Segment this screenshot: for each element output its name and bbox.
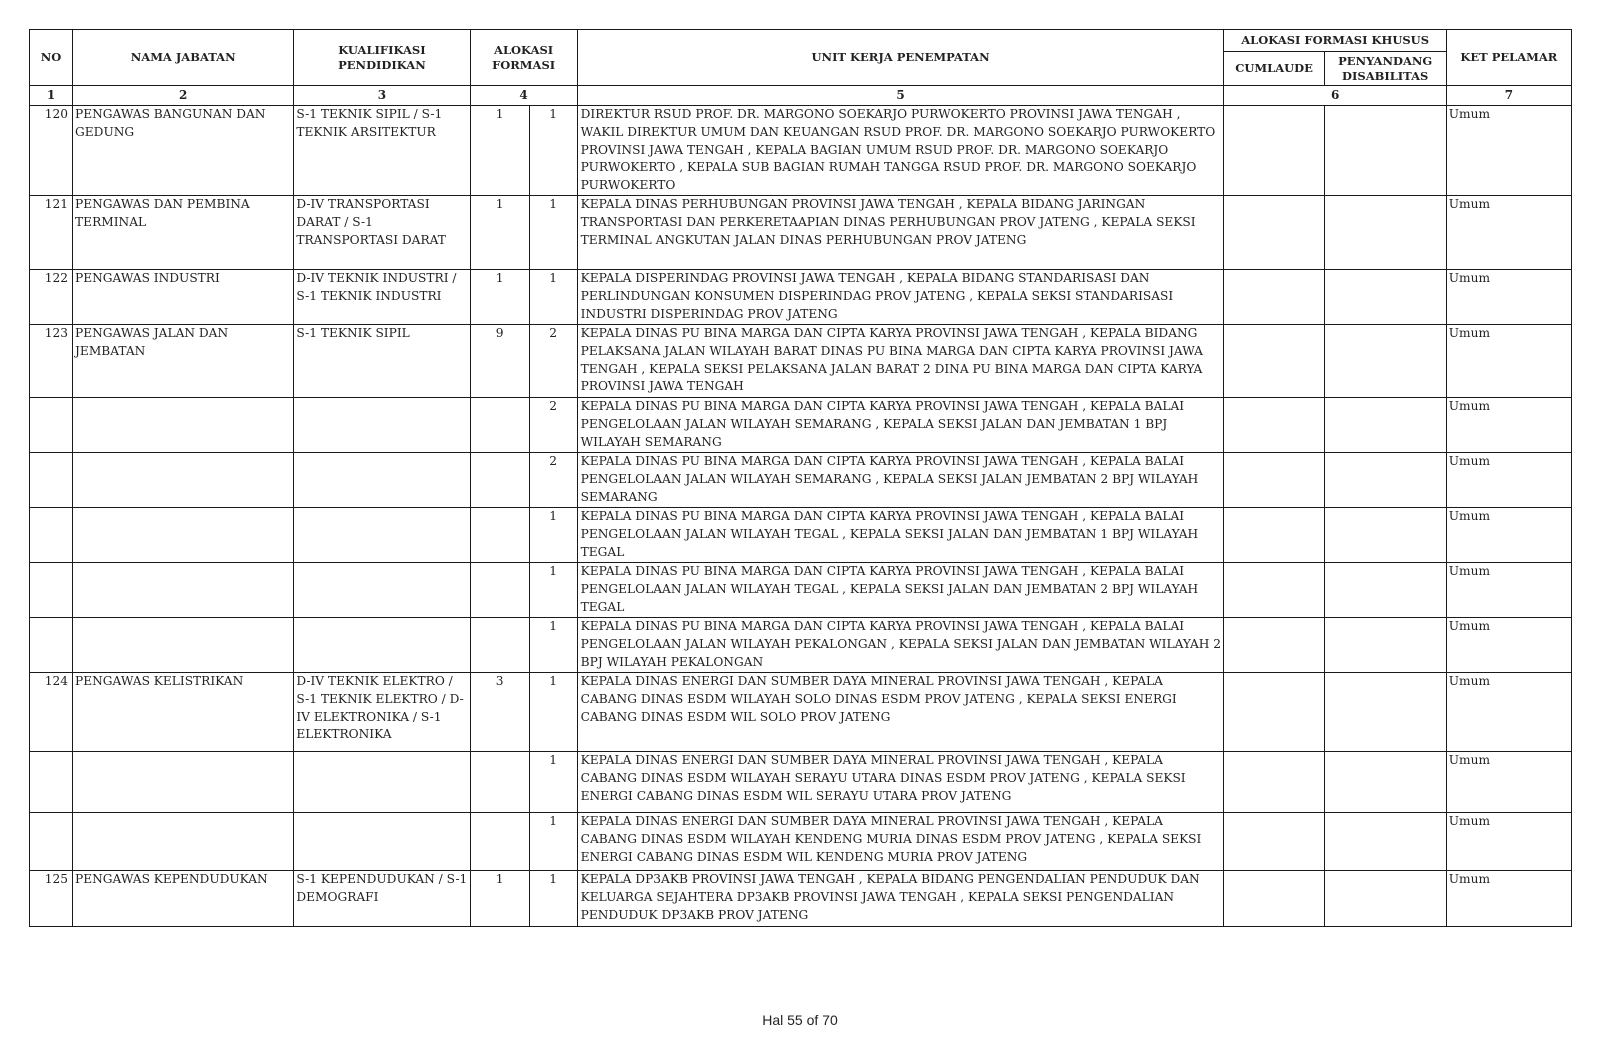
table-row	[30, 398, 1572, 453]
cell-unit-kerja: KEPALA DINAS PERHUBUNGAN PROVINSI JAWA TENGAH , KEPALA BIDANG JARINGAN TRANSPORTASI DAN PERKERETAAPIAN DINAS PERHUBUNGAN PROV JATENG , KEPALA SEKSI TERMINAL ANGKUTAN JALAN DINAS PERHUBUNGAN PROV JATENG	[577, 196, 1224, 270]
cell-unit-kerja: KEPALA DINAS ENERGI DAN SUMBER DAYA MINERAL PROVINSI JAWA TENGAH , KEPALA CABANG DINAS ESDM WILAYAH KENDENG MURIA DINAS ESDM PROV JATENG , KEPALA SEKSI ENERGI CABANG DINAS ESDM WIL KENDENG MURIA PROV JATENG	[577, 813, 1224, 871]
cell-cumlaude	[1224, 813, 1324, 871]
header-ket: KET PELAMAR	[1446, 30, 1571, 86]
cell-alokasi-total: 9	[470, 325, 529, 398]
cell-nama: PENGAWAS KEPENDUDUKAN	[73, 871, 294, 927]
cell-nama	[73, 563, 294, 618]
cell-alokasi-total: 1	[470, 270, 529, 325]
cell-alokasi-total: 1	[470, 106, 529, 196]
cell-disabilitas	[1324, 270, 1446, 325]
cell-disabilitas	[1324, 106, 1446, 196]
cell-alokasi-total: 1	[470, 196, 529, 270]
cell-ket: Umum	[1446, 270, 1571, 325]
cell-unit-kerja: KEPALA DINAS PU BINA MARGA DAN CIPTA KARYA PROVINSI JAWA TENGAH , KEPALA BALAI PENGELOLAAN JALAN WILAYAH SEMARANG , KEPALA SEKSI JALAN JEMBATAN 2 BPJ WILAYAH SEMARANG	[577, 453, 1224, 508]
cell-nama: PENGAWAS KELISTRIKAN	[73, 673, 294, 752]
cell-cumlaude	[1224, 270, 1324, 325]
header-no: NO	[30, 30, 73, 86]
cell-unit-kerja: KEPALA DINAS PU BINA MARGA DAN CIPTA KARYA PROVINSI JAWA TENGAH , KEPALA BALAI PENGELOLAAN JALAN WILAYAH PEKALONGAN , KEPALA SEKSI JALAN DAN JEMBATAN WILAYAH 2 BPJ WILAYAH PEKALONGAN	[577, 618, 1224, 673]
header-alokasi: ALOKASI FORMASI	[470, 30, 577, 86]
cell-unit-kerja: DIREKTUR RSUD PROF. DR. MARGONO SOEKARJO PURWOKERTO PROVINSI JAWA TENGAH , WAKIL DIREKTUR UMUM DAN KEUANGAN RSUD PROF. DR. MARGONO SOEKARJO PURWOKERTO PROVINSI JAWA TENGAH , KEPALA BAGIAN UMUM RSUD PROF. DR. MARGONO SOEKARJO PURWOKERTO , KEPALA SUB BAGIAN RUMAH TANGGA RSUD PROF. DR. MARGONO SOEKARJO PURWOKERTO	[577, 106, 1224, 196]
header-formasi-khusus: ALOKASI FORMASI KHUSUS	[1224, 30, 1446, 52]
cell-ket: Umum	[1446, 196, 1571, 270]
cell-alokasi-total	[470, 752, 529, 813]
cell-no	[30, 813, 73, 871]
header-nama-jabatan: NAMA JABATAN	[73, 30, 294, 86]
cell-kualifikasi: D-IV TEKNIK ELEKTRO / S-1 TEKNIK ELEKTRO / D-IV ELEKTRONIKA / S-1 ELEKTRONIKA	[294, 673, 470, 752]
cell-ket: Umum	[1446, 752, 1571, 813]
cell-unit-kerja: KEPALA DISPERINDAG PROVINSI JAWA TENGAH , KEPALA BIDANG STANDARISASI DAN PERLINDUNGAN KONSUMEN DISPERINDAG PROV JATENG , KEPALA SEKSI STANDARISASI INDUSTRI DISPERINDAG PROV JATENG	[577, 270, 1224, 325]
cell-cumlaude	[1224, 508, 1324, 563]
cell-kualifikasi	[294, 563, 470, 618]
table-row	[30, 752, 1572, 813]
cell-no	[30, 563, 73, 618]
cell-disabilitas	[1324, 752, 1446, 813]
table-row	[30, 106, 1572, 196]
cell-alokasi-unit: 1	[529, 752, 577, 813]
cell-no: 120	[30, 106, 73, 196]
cell-nama	[73, 813, 294, 871]
cell-alokasi-total: 3	[470, 673, 529, 752]
cell-alokasi-unit: 1	[529, 106, 577, 196]
cell-cumlaude	[1224, 398, 1324, 453]
cell-cumlaude	[1224, 673, 1324, 752]
cell-no: 125	[30, 871, 73, 927]
cell-unit-kerja: KEPALA DINAS ENERGI DAN SUMBER DAYA MINERAL PROVINSI JAWA TENGAH , KEPALA CABANG DINAS ESDM WILAYAH SERAYU UTARA DINAS ESDM PROV JATENG , KEPALA SEKSI ENERGI CABANG DINAS ESDM WIL SERAYU UTARA PROV JATENG	[577, 752, 1224, 813]
cell-disabilitas	[1324, 813, 1446, 871]
header-cumlaude: CUMLAUDE	[1224, 52, 1324, 86]
index-2: 2	[73, 86, 294, 106]
table-row	[30, 196, 1572, 270]
cell-cumlaude	[1224, 563, 1324, 618]
cell-alokasi-total	[470, 813, 529, 871]
cell-alokasi-unit: 2	[529, 453, 577, 508]
cell-cumlaude	[1224, 871, 1324, 927]
cell-kualifikasi: D-IV TRANSPORTASI DARAT / S-1 TRANSPORTASI DARAT	[294, 196, 470, 270]
cell-unit-kerja: KEPALA DINAS PU BINA MARGA DAN CIPTA KARYA PROVINSI JAWA TENGAH , KEPALA BALAI PENGELOLAAN JALAN WILAYAH TEGAL , KEPALA SEKSI JALAN DAN JEMBATAN 1 BPJ WILAYAH TEGAL	[577, 508, 1224, 563]
cell-disabilitas	[1324, 508, 1446, 563]
cell-cumlaude	[1224, 196, 1324, 270]
cell-kualifikasi: S-1 TEKNIK SIPIL / S-1 TEKNIK ARSITEKTUR	[294, 106, 470, 196]
cell-kualifikasi	[294, 453, 470, 508]
cell-ket: Umum	[1446, 453, 1571, 508]
cell-unit-kerja: KEPALA DINAS PU BINA MARGA DAN CIPTA KARYA PROVINSI JAWA TENGAH , KEPALA BALAI PENGELOLAAN JALAN WILAYAH TEGAL , KEPALA SEKSI JALAN DAN JEMBATAN 2 BPJ WILAYAH TEGAL	[577, 563, 1224, 618]
cell-alokasi-unit: 1	[529, 813, 577, 871]
cell-unit-kerja: KEPALA DINAS PU BINA MARGA DAN CIPTA KARYA PROVINSI JAWA TENGAH , KEPALA BIDANG PELAKSANA JALAN WILAYAH BARAT DINAS PU BINA MARGA DAN CIPTA KARYA PROVINSI JAWA TENGAH , KEPALA SEKSI PELAKSANA JALAN BARAT 2 DINA PU BINA MARGA DAN CIPTA KARYA PROVINSI JAWA TENGAH	[577, 325, 1224, 398]
table-row	[30, 453, 1572, 508]
cell-unit-kerja: KEPALA DINAS PU BINA MARGA DAN CIPTA KARYA PROVINSI JAWA TENGAH , KEPALA BALAI PENGELOLAAN JALAN WILAYAH SEMARANG , KEPALA SEKSI JALAN DAN JEMBATAN 1 BPJ WILAYAH SEMARANG	[577, 398, 1224, 453]
cell-kualifikasi	[294, 618, 470, 673]
cell-disabilitas	[1324, 325, 1446, 398]
cell-no	[30, 453, 73, 508]
header-unit-kerja: UNIT KERJA PENEMPATAN	[577, 30, 1224, 86]
index-5: 5	[577, 86, 1224, 106]
cell-no: 124	[30, 673, 73, 752]
cell-no: 123	[30, 325, 73, 398]
cell-unit-kerja: KEPALA DP3AKB PROVINSI JAWA TENGAH , KEPALA BIDANG PENGENDALIAN PENDUDUK DAN KELUARGA SEJAHTERA DP3AKB PROVINSI JAWA TENGAH , KEPALA SEKSI PENGENDALIAN PENDUDUK DP3AKB PROV JATENG	[577, 871, 1224, 927]
cell-kualifikasi: D-IV TEKNIK INDUSTRI / S-1 TEKNIK INDUSTRI	[294, 270, 470, 325]
index-1: 1	[30, 86, 73, 106]
index-7: 7	[1446, 86, 1571, 106]
cell-alokasi-total: 1	[470, 871, 529, 927]
cell-kualifikasi: S-1 KEPENDUDUKAN / S-1 DEMOGRAFI	[294, 871, 470, 927]
cell-alokasi-total	[470, 563, 529, 618]
cell-nama: PENGAWAS BANGUNAN DAN GEDUNG	[73, 106, 294, 196]
cell-kualifikasi	[294, 508, 470, 563]
table-row	[30, 270, 1572, 325]
cell-alokasi-unit: 1	[529, 618, 577, 673]
table-row	[30, 508, 1572, 563]
cell-alokasi-unit: 1	[529, 563, 577, 618]
cell-disabilitas	[1324, 871, 1446, 927]
table-row	[30, 673, 1572, 752]
cell-ket: Umum	[1446, 618, 1571, 673]
cell-disabilitas	[1324, 673, 1446, 752]
cell-nama: PENGAWAS JALAN DAN JEMBATAN	[73, 325, 294, 398]
cell-cumlaude	[1224, 453, 1324, 508]
cell-disabilitas	[1324, 618, 1446, 673]
cell-kualifikasi	[294, 398, 470, 453]
cell-ket: Umum	[1446, 673, 1571, 752]
cell-no	[30, 752, 73, 813]
cell-ket: Umum	[1446, 325, 1571, 398]
cell-disabilitas	[1324, 196, 1446, 270]
cell-alokasi-total	[470, 453, 529, 508]
table-row	[30, 813, 1572, 871]
cell-nama	[73, 508, 294, 563]
cell-disabilitas	[1324, 398, 1446, 453]
cell-kualifikasi: S-1 TEKNIK SIPIL	[294, 325, 470, 398]
table-row	[30, 325, 1572, 398]
formasi-table	[29, 29, 1572, 927]
cell-kualifikasi	[294, 813, 470, 871]
cell-no	[30, 508, 73, 563]
cell-unit-kerja: KEPALA DINAS ENERGI DAN SUMBER DAYA MINERAL PROVINSI JAWA TENGAH , KEPALA CABANG DINAS ESDM WILAYAH SOLO DINAS ESDM PROV JATENG , KEPALA SEKSI ENERGI CABANG DINAS ESDM WIL SOLO PROV JATENG	[577, 673, 1224, 752]
cell-disabilitas	[1324, 453, 1446, 508]
cell-alokasi-unit: 2	[529, 398, 577, 453]
table-row	[30, 563, 1572, 618]
cell-nama	[73, 618, 294, 673]
cell-nama	[73, 752, 294, 813]
cell-alokasi-unit: 1	[529, 871, 577, 927]
cell-no	[30, 618, 73, 673]
cell-no: 121	[30, 196, 73, 270]
header-kualifikasi: KUALIFIKASI PENDIDIKAN	[294, 30, 470, 86]
page-number: Hal 55 of 70	[762, 1012, 838, 1028]
cell-nama: PENGAWAS INDUSTRI	[73, 270, 294, 325]
table-row	[30, 618, 1572, 673]
cell-alokasi-unit: 2	[529, 325, 577, 398]
cell-ket: Umum	[1446, 106, 1571, 196]
cell-cumlaude	[1224, 106, 1324, 196]
cell-ket: Umum	[1446, 508, 1571, 563]
cell-nama	[73, 398, 294, 453]
cell-nama: PENGAWAS DAN PEMBINA TERMINAL	[73, 196, 294, 270]
cell-alokasi-total	[470, 618, 529, 673]
cell-alokasi-unit: 1	[529, 196, 577, 270]
cell-alokasi-unit: 1	[529, 508, 577, 563]
cell-no	[30, 398, 73, 453]
cell-alokasi-unit: 1	[529, 270, 577, 325]
cell-ket: Umum	[1446, 871, 1571, 927]
table-row	[30, 871, 1572, 927]
cell-alokasi-total	[470, 508, 529, 563]
cell-nama	[73, 453, 294, 508]
cell-disabilitas	[1324, 563, 1446, 618]
index-6: 6	[1224, 86, 1446, 106]
cell-kualifikasi	[294, 752, 470, 813]
cell-alokasi-unit: 1	[529, 673, 577, 752]
cell-cumlaude	[1224, 752, 1324, 813]
cell-alokasi-total	[470, 398, 529, 453]
cell-no: 122	[30, 270, 73, 325]
index-4: 4	[470, 86, 577, 106]
cell-ket: Umum	[1446, 563, 1571, 618]
cell-ket: Umum	[1446, 813, 1571, 871]
cell-cumlaude	[1224, 618, 1324, 673]
index-3: 3	[294, 86, 470, 106]
cell-cumlaude	[1224, 325, 1324, 398]
cell-ket: Umum	[1446, 398, 1571, 453]
header-penyandang: PENYANDANG DISABILITAS	[1324, 52, 1446, 86]
